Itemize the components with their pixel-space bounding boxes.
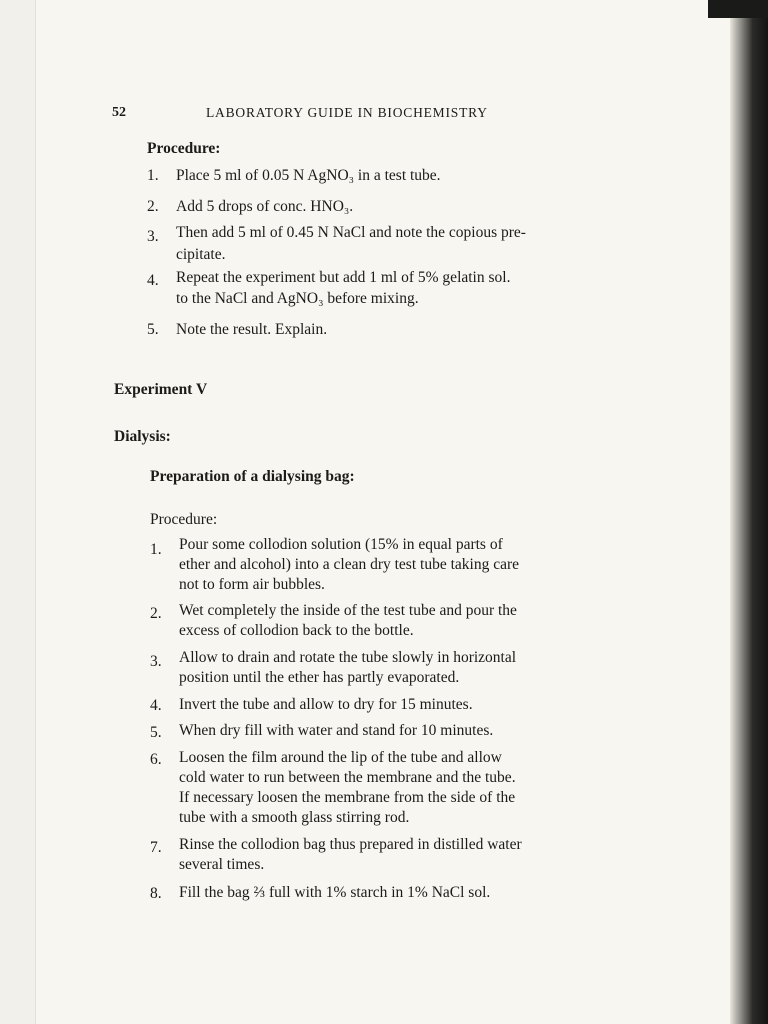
s2-item-6-number: 6. — [150, 751, 162, 768]
s2-item-3-number: 3. — [150, 653, 162, 670]
s1-item-2-number: 2. — [147, 198, 159, 215]
page-number: 52 — [112, 105, 126, 120]
s1-item-2-text: Add 5 drops of conc. HNO₃. — [176, 198, 354, 215]
s2-item-7-line-1: Rinse the collodion bag thus prepared in distilled water — [179, 836, 522, 853]
s1-item-1-text: Place 5 ml of 0.05 N AgNO₃ in a test tube. — [176, 167, 441, 184]
s2-item-1-number: 1. — [150, 541, 162, 558]
s2-item-8-line-1: Fill the bag ⅔ full with 1% starch in 1% NaCl sol. — [179, 884, 491, 901]
s2-item-6-line-3: If necessary loosen the membrane from the side of the — [179, 789, 516, 806]
s2-item-7-number: 7. — [150, 839, 162, 856]
s2-item-5-line-1: When dry fill with water and stand for 10 minutes. — [179, 722, 494, 739]
book-page — [36, 0, 730, 1024]
s1-item-3-number: 3. — [147, 228, 159, 245]
procedure-heading-2: Procedure: — [150, 511, 218, 528]
s1-item-4-line-1: Repeat the experiment but add 1 ml of 5% gelatin sol. — [176, 269, 511, 286]
s2-item-2-line-2: excess of collodion back to the bottle. — [179, 622, 414, 639]
s2-item-1-line-3: not to form air bubbles. — [179, 576, 325, 593]
preparation-heading: Preparation of a dialysing bag: — [150, 468, 355, 485]
s2-item-5-number: 5. — [150, 724, 162, 741]
dialysis-heading: Dialysis: — [114, 428, 171, 445]
s1-item-1-number: 1. — [147, 167, 159, 184]
s2-item-2-number: 2. — [150, 605, 162, 622]
book-binding-edge — [730, 0, 768, 1024]
s2-item-4-line-1: Invert the tube and allow to dry for 15 minutes. — [179, 696, 473, 713]
procedure-heading-1: Procedure: — [147, 140, 221, 157]
s2-item-3-line-1: Allow to drain and rotate the tube slowly in horizontal — [179, 649, 517, 666]
s1-item-5-number: 5. — [147, 321, 159, 338]
s1-item-3-line-2: cipitate. — [176, 246, 226, 263]
s2-item-6-line-1: Loosen the film around the lip of the tube and allow — [179, 749, 502, 766]
s1-item-4-line-2: to the NaCl and AgNO₃ before mixing. — [176, 290, 419, 307]
s2-item-6-line-4: tube with a smooth glass stirring rod. — [179, 809, 410, 826]
s2-item-3-line-2: position until the ether has partly evaporated. — [179, 669, 460, 686]
experiment-heading: Experiment V — [114, 381, 208, 398]
s1-item-3-line-1: Then add 5 ml of 0.45 N NaCl and note the copious pre- — [176, 224, 526, 241]
s2-item-1-line-2: ether and alcohol) into a clean dry test tube taking care — [179, 556, 519, 573]
s1-item-5-text: Note the result. Explain. — [176, 321, 328, 338]
s2-item-2-line-1: Wet completely the inside of the test tube and pour the — [179, 602, 517, 619]
s2-item-6-line-2: cold water to run between the membrane and the tube. — [179, 769, 516, 786]
s2-item-1-line-1: Pour some collodion solution (15% in equal parts of — [179, 536, 503, 553]
s2-item-7-line-2: several times. — [179, 856, 265, 873]
s1-item-4-number: 4. — [147, 272, 159, 289]
book-corner-edge — [708, 0, 768, 18]
s2-item-8-number: 8. — [150, 885, 162, 902]
s2-item-4-number: 4. — [150, 697, 162, 714]
running-title: LABORATORY GUIDE IN BIOCHEMISTRY — [206, 105, 488, 120]
